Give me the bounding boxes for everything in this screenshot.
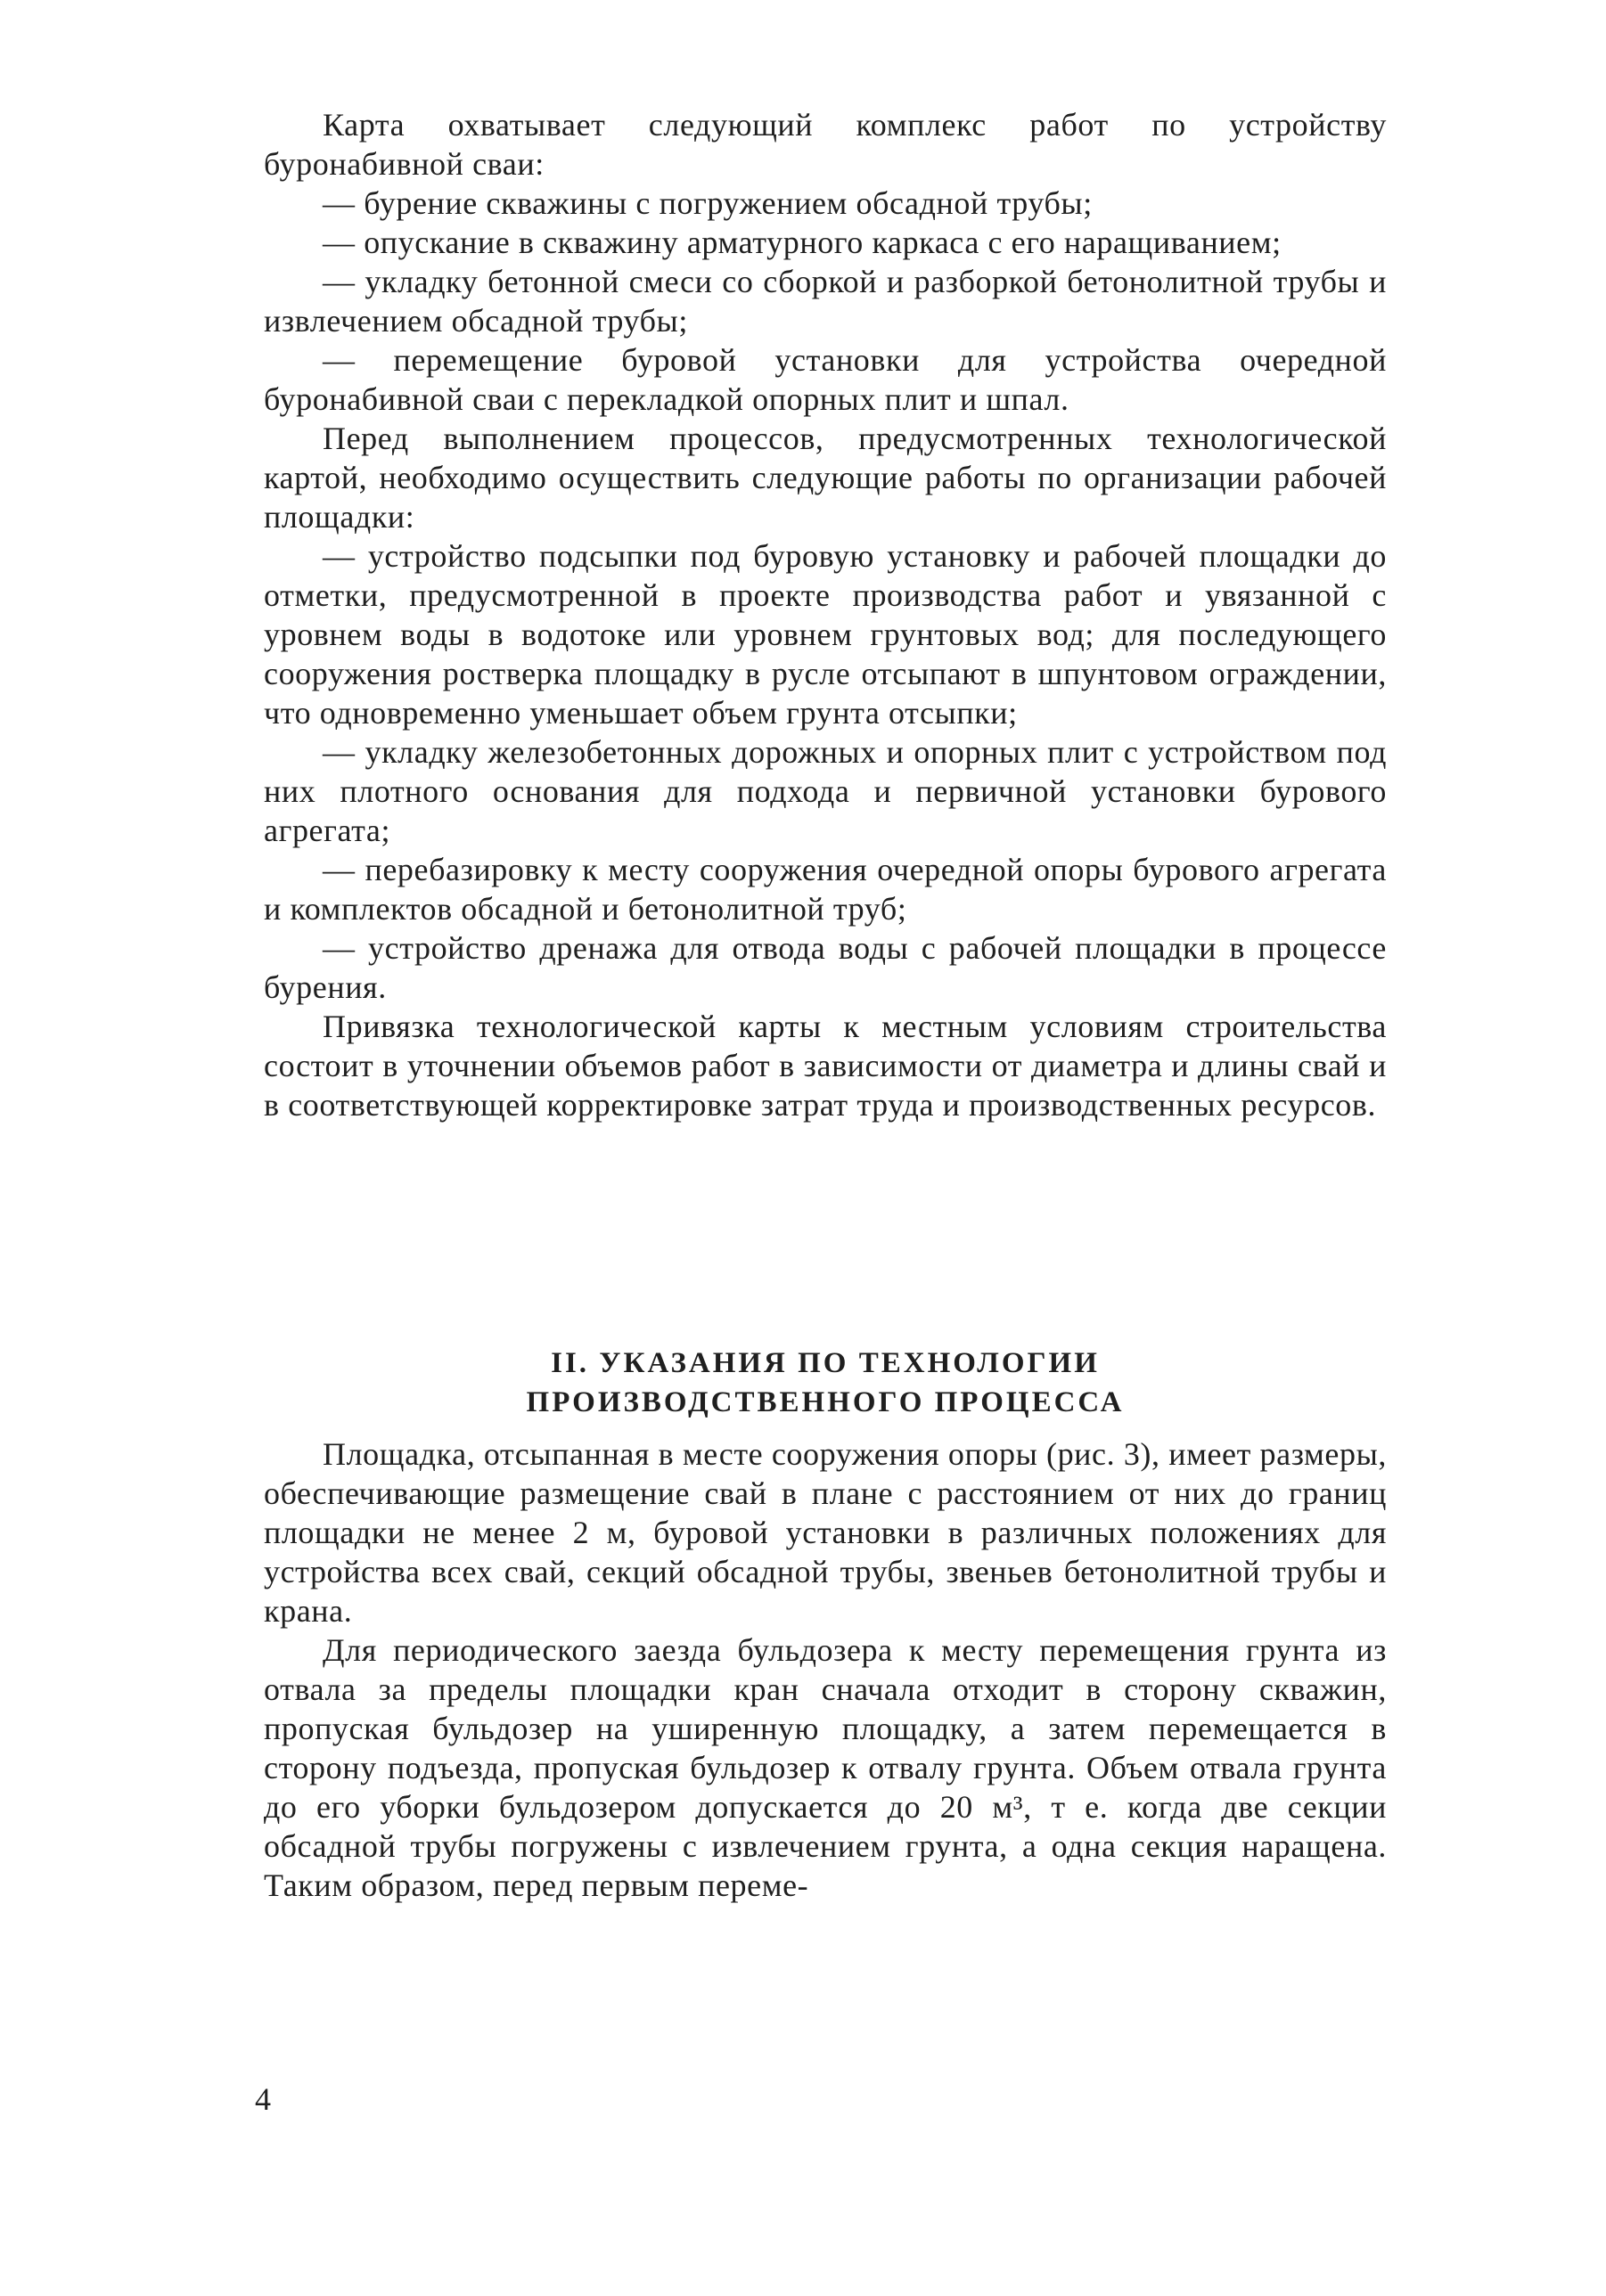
- list-item: — устройство дренажа для отвода воды с рабочей площадки в процессе бурения.: [264, 930, 1387, 1005]
- section-heading: [264, 1344, 1387, 1422]
- list-item: — укладку бетонной смеси со сборкой и разборкой бетонолитной трубы и извлечением обсадной трубы;: [264, 264, 1387, 339]
- intro-text-block: [264, 105, 1387, 1124]
- list-item: — перемещение буровой установки для устройства очередной буронабивной сваи с перекладкой опорных плит и шпал.: [264, 342, 1387, 417]
- paragraph: Площадка, отсыпанная в месте сооружения опоры (рис. 3), имеет размеры, обеспечивающие размещение свай в плане с расстоянием от них до границ площадки не менее 2 м, буровой установки в различных положениях для устройства всех свай, секций обсадной трубы, звеньев бетонолитной трубы и крана.: [264, 1436, 1387, 1629]
- list-item: — опускание в скважину арматурного каркаса с его наращиванием;: [323, 225, 1282, 260]
- paragraph: Для периодического заезда бульдозера к месту перемещения грунта из отвала за пределы площадки кран сначала отходит в сторону скважин, пропуская бульдозер на уширенную площадку, а затем перемещается в сторону подъезда, пропуская бульдозер к отвалу грунта. Объем отвала грунта до его уборки бульдозером допускается до 20 м³, т е. когда две секции обсадной трубы погружены с извлечением грунта, а одна секция наращена. Таким образом, перед первым переме-: [264, 1632, 1387, 1903]
- paragraph: Привязка технологической карты к местным условиям строительства состоит в уточнении объемов работ в зависимости от диаметра и длины свай и в соответствующей корректировке затрат труда и производственных ресурсов.: [264, 1009, 1387, 1123]
- list-item: — укладку железобетонных дорожных и опорных плит с устройством под них плотного основания для подхода и первичной установки бурового агрегата;: [264, 734, 1387, 848]
- list-item: — бурение скважины с погружением обсадной трубы;: [323, 185, 1093, 221]
- list-item: — устройство подсыпки под буровую установку и рабочей площадки до отметки, предусмотренной в проекте производства работ и увязанной с уровнем воды в водотоке или уровнем грунтовых вод; для последующего сооружения ростверка площадку в русле отсыпают в шпунтовом ограждении, что одновременно уменьшает объем грунта отсыпки;: [264, 538, 1387, 731]
- paragraph: Карта охватывает следующий комплекс работ по устройству буронабивной сваи:: [264, 107, 1387, 182]
- paragraph: Перед выполнением процессов, предусмотренных технологической картой, необходимо осуществить следующие работы по организации рабочей площадки:: [264, 421, 1387, 535]
- section-heading-line: II. УКАЗАНИЯ ПО ТЕХНОЛОГИИ: [551, 1347, 1100, 1379]
- page-number: 4: [255, 2081, 271, 2117]
- list-item: — перебазировку к месту сооружения очередной опоры бурового агрегата и комплектов обсадной и бетонолитной труб;: [264, 852, 1387, 927]
- process-text-block: [264, 1434, 1387, 1905]
- section-heading-line: ПРОИЗВОДСТВЕННОГО ПРОЦЕССА: [526, 1386, 1125, 1418]
